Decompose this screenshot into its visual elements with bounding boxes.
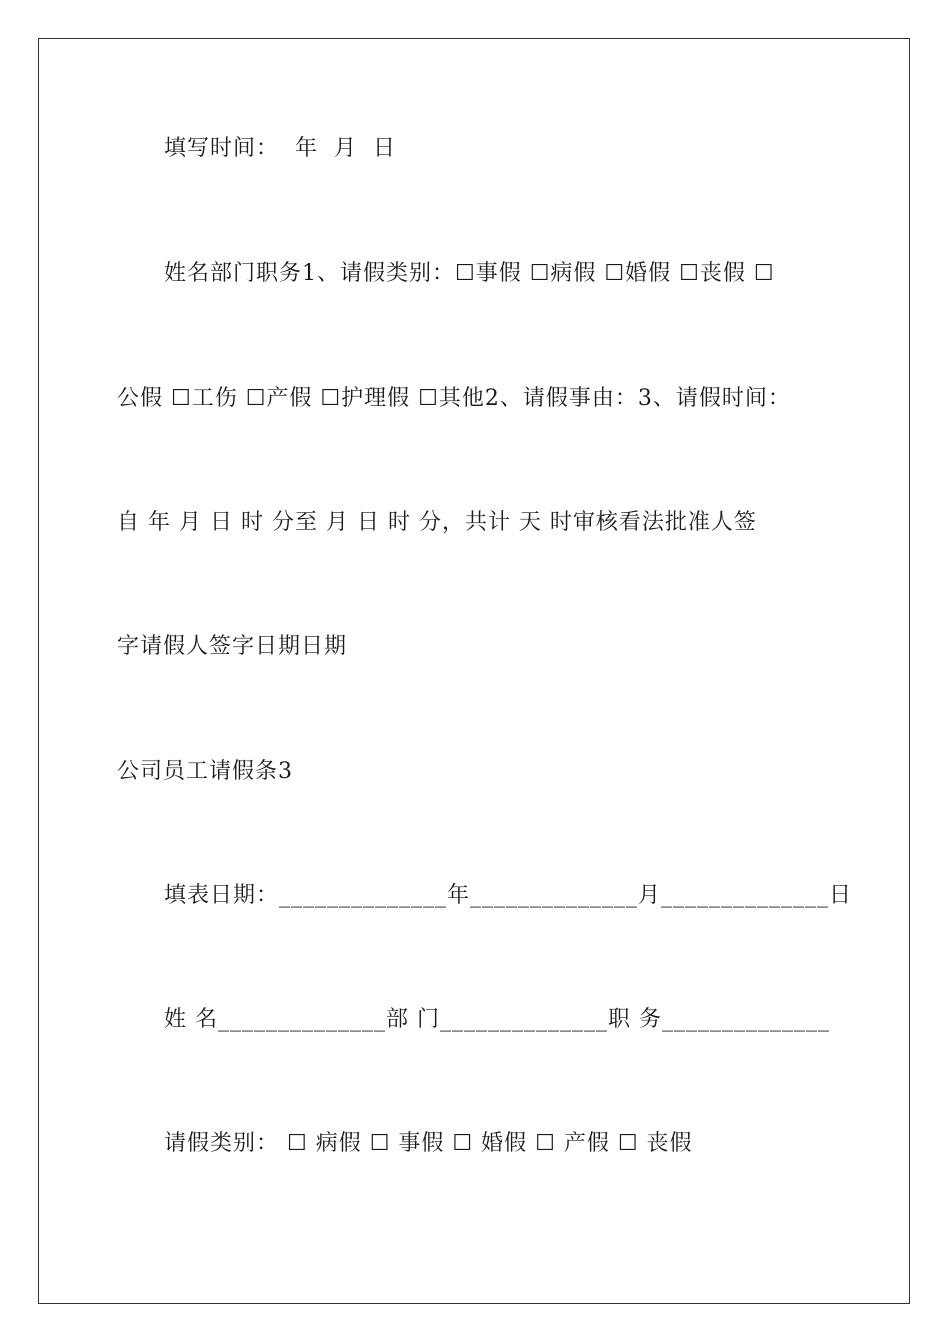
page-border [38,38,910,1304]
fill-time-line: 填写时间： 年 月 日 [164,136,396,161]
name-dept-position-line: 姓 名______________部 门______________职 务______________ [164,1007,830,1032]
signature-line: 字请假人签字日期日期 [117,634,348,659]
leave-category-line: 请假类别： ☐ 病假 ☐ 事假 ☐ 婚假 ☐ 产假 ☐ 丧假 [164,1131,693,1156]
section-title: 公司员工请假条3 [117,759,293,784]
leave-type-line: 姓名部门职务1、请假类别：☐事假 ☐病假 ☐婚假 ☐丧假 ☐ [164,261,775,286]
leave-type-continued-line: 公假 ☐工伤 ☐产假 ☐护理假 ☐其他2、请假事由：3、请假时间： [117,386,791,411]
form-date-line: 填表日期：______________年______________月______________日 [164,883,853,908]
leave-time-line: 自 年 月 日 时 分至 月 日 时 分，共计 天 时审核看法批准人签 [117,510,757,535]
